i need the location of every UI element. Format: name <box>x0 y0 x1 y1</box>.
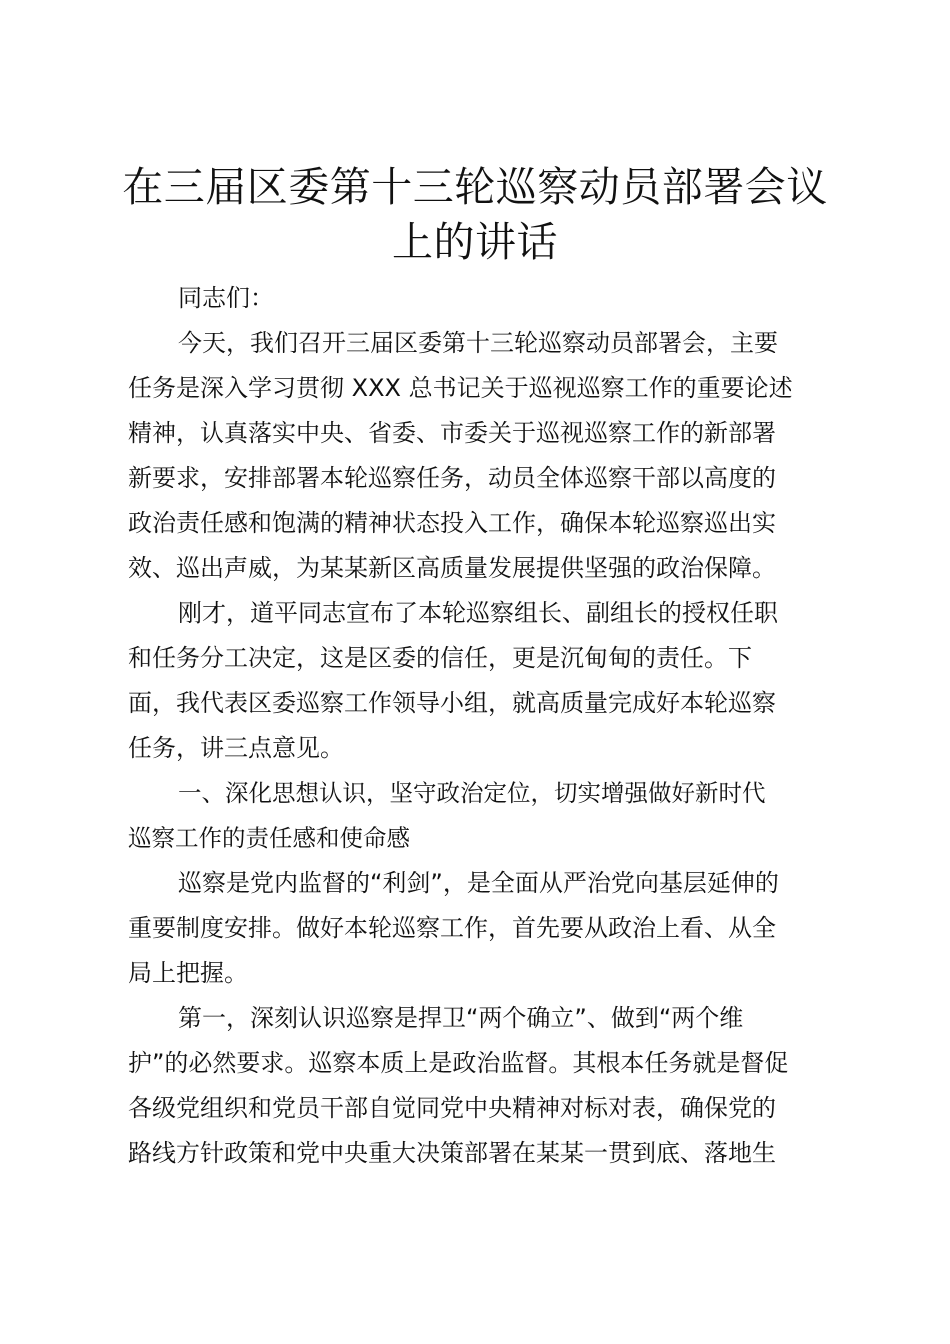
paragraph-line: 同志们： <box>178 284 274 312</box>
paragraph-line: 巡察是党内监督的“利剑”，是全面从严治党向基层延伸的 <box>178 869 779 897</box>
document-title <box>110 160 840 270</box>
document-body <box>128 276 832 1176</box>
paragraph-line: 各级党组织和党员干部自觉同党中央精神对标对表，确保党的 <box>128 1094 776 1122</box>
paragraph-line: 护”的必然要求。巡察本质上是政治监督。其根本任务就是督促 <box>128 1049 789 1077</box>
paragraph-line: 效、巡出声威，为某某新区高质量发展提供坚强的政治保障。 <box>128 554 776 582</box>
paragraph-line: 任务是深入学习贯彻 XXX 总书记关于巡视巡察工作的重要论述 <box>128 374 793 402</box>
document-title-line-1: 在三届区委第十三轮巡察动员部署会议 <box>122 163 828 211</box>
paragraph-line: 重要制度安排。做好本轮巡察工作，首先要从政治上看、从全 <box>128 914 776 942</box>
paragraph-line: 面，我代表区委巡察工作领导小组，就高质量完成好本轮巡察 <box>128 689 776 717</box>
paragraph-line: 政治责任感和饱满的精神状态投入工作，确保本轮巡察巡出实 <box>128 509 776 537</box>
paragraph-line: 刚才，道平同志宣布了本轮巡察组长、副组长的授权任职 <box>178 599 778 627</box>
paragraph-line: 第一，深刻认识巡察是捍卫“两个确立”、做到“两个维 <box>178 1004 744 1032</box>
paragraph-line: 和任务分工决定，这是区委的信任，更是沉甸甸的责任。下 <box>128 644 752 672</box>
section-heading-line: 巡察工作的责任感和使命感 <box>128 824 410 852</box>
section-heading-line: 一、深化思想认识，坚守政治定位，切实增强做好新时代 <box>178 779 766 807</box>
paragraph-line: 路线方针政策和党中央重大决策部署在某某一贯到底、落地生 <box>128 1139 776 1167</box>
paragraph-line: 新要求，安排部署本轮巡察任务，动员全体巡察干部以高度的 <box>128 464 776 492</box>
document-title-line-2: 上的讲话 <box>392 218 558 266</box>
paragraph-line: 任务，讲三点意见。 <box>128 734 344 762</box>
paragraph-line: 局上把握。 <box>128 959 248 987</box>
paragraph-line: 今天，我们召开三届区委第十三轮巡察动员部署会，主要 <box>178 329 778 357</box>
paragraph-line: 精神，认真落实中央、省委、市委关于巡视巡察工作的新部署 <box>128 419 776 447</box>
